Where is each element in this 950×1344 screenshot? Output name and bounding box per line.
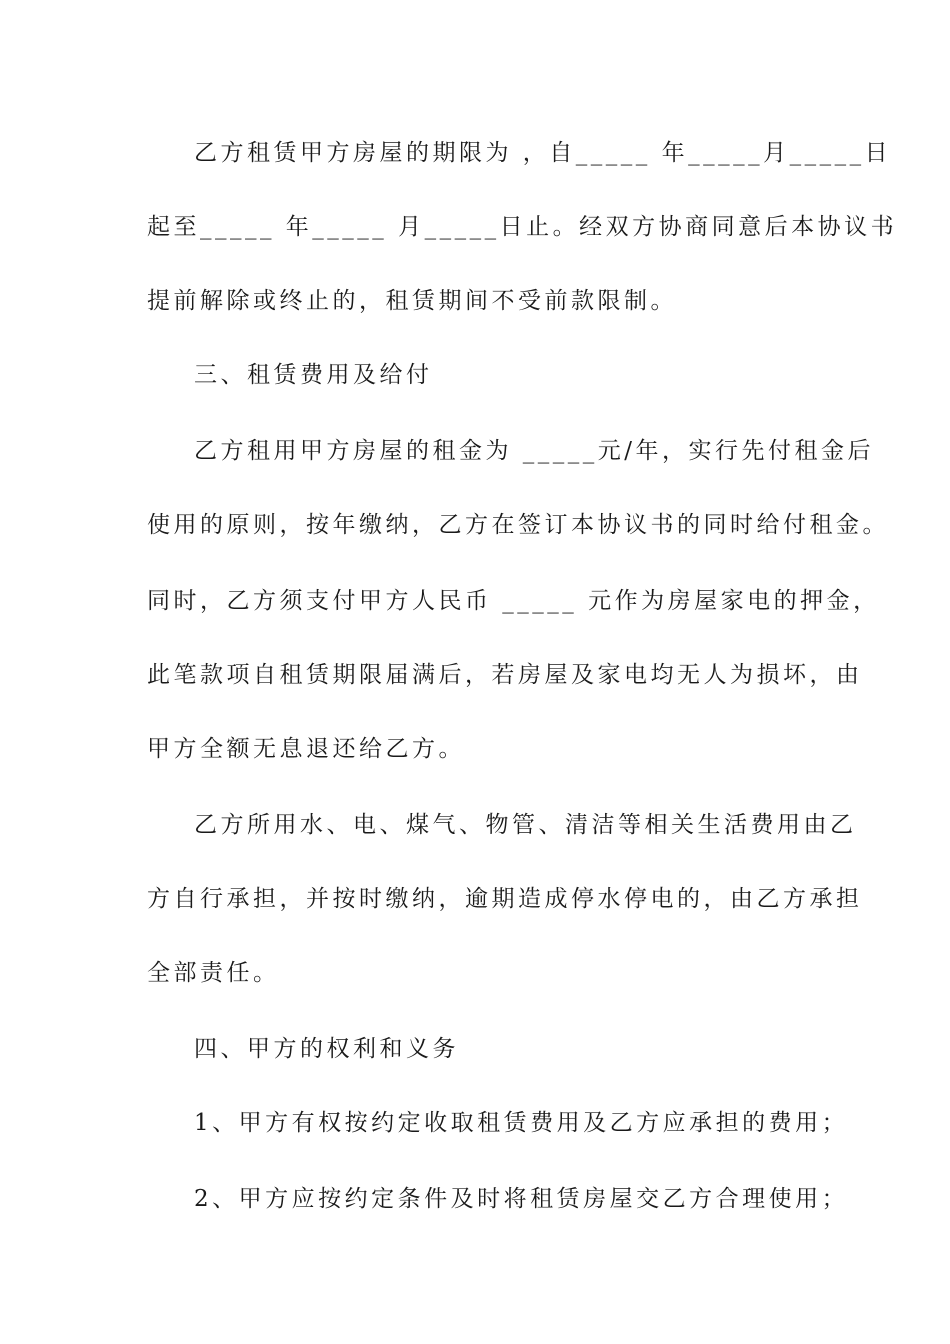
- rent-line-2: 使用的原则，按年缴纳，乙方在签订本协议书的同时给付租金。: [147, 512, 889, 538]
- utilities-line-2: 方自行承担，并按时缴纳，逾期造成停水停电的，由乙方承担: [147, 886, 863, 912]
- lease-term-line-1: 乙方租赁甲方房屋的期限为 ，自_____ 年_____月_____日: [194, 140, 892, 166]
- party-a-clause-2: 2、甲方应按约定条件及时将租赁房屋交乙方合理使用；: [194, 1186, 849, 1212]
- utilities-line-3: 全部责任。: [147, 960, 280, 986]
- lease-term-line-3: 提前解除或终止的，租赁期间不受前款限制。: [147, 288, 677, 314]
- deposit-line-2: 此笔款项自租赁期限届满后，若房屋及家电均无人为损坏，由: [147, 662, 863, 688]
- rent-line-1: 乙方租用甲方房屋的租金为 _____元/年，实行先付租金后: [194, 438, 875, 464]
- section-four-heading: 四、甲方的权利和义务: [194, 1036, 459, 1062]
- lease-term-line-2: 起至_____ 年_____ 月_____日止。经双方协商同意后本协议书: [147, 214, 898, 240]
- deposit-line-3: 甲方全额无息退还给乙方。: [147, 736, 465, 762]
- party-a-clause-1: 1、甲方有权按约定收取租赁费用及乙方应承担的费用；: [194, 1110, 849, 1136]
- section-three-heading: 三、租赁费用及给付: [194, 362, 433, 388]
- utilities-line-1: 乙方所用水、电、煤气、物管、清洁等相关生活费用由乙: [194, 812, 857, 838]
- deposit-line-1: 同时，乙方须支付甲方人民币 _____ 元作为房屋家电的押金，: [147, 588, 880, 614]
